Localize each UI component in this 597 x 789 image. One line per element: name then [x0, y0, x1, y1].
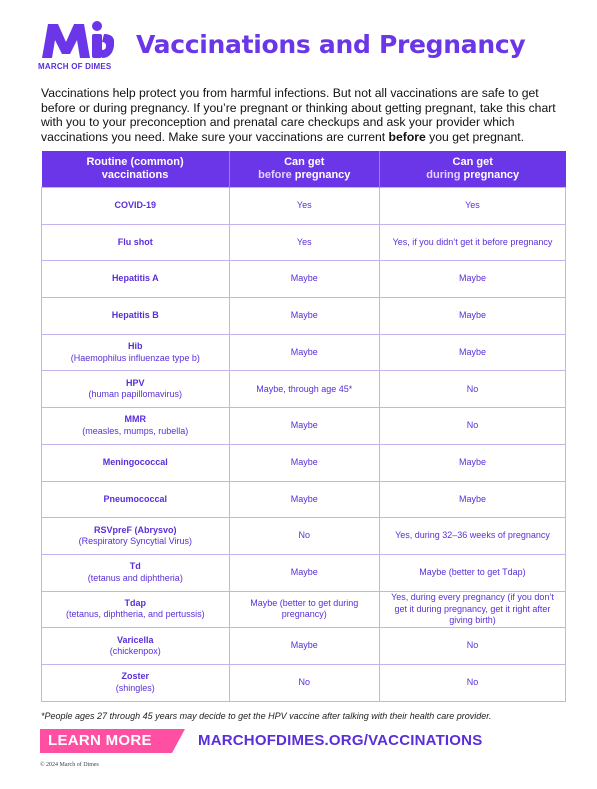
before-pregnancy-cell: Maybe [229, 298, 379, 335]
before-pregnancy-cell: Maybe [229, 628, 379, 665]
table-row [42, 334, 566, 371]
vaccine-name: Tdap [124, 597, 147, 608]
vaccine-name-cell [42, 334, 230, 371]
during-pregnancy-cell: Maybe [379, 261, 565, 298]
vaccine-description: (tetanus, diphtheria, and pertussis) [66, 609, 205, 620]
vaccine-name: COVID-19 [114, 200, 157, 211]
table-row [42, 261, 566, 298]
before-pregnancy-cell: Yes [229, 188, 379, 225]
during-pregnancy-cell: Maybe [379, 298, 565, 335]
vaccine-name: Flu shot [117, 236, 153, 247]
vaccine-name-cell [42, 444, 230, 481]
during-pregnancy-cell: Maybe [379, 334, 565, 371]
vaccine-name: Hepatitis A [111, 273, 159, 284]
before-pregnancy-cell: Maybe [229, 481, 379, 518]
intro-text-end: you get pregnant. [425, 129, 525, 144]
vaccine-description: (Haemophilus influenzae type b) [70, 352, 200, 363]
learn-more-banner[interactable] [40, 729, 185, 753]
vaccine-name-cell [42, 188, 230, 225]
table-row [42, 554, 566, 591]
vaccine-description: (tetanus and diphtheria) [87, 572, 183, 583]
before-pregnancy-cell: No [229, 664, 379, 701]
before-pregnancy-cell: Maybe (better to get during pregnancy) [229, 591, 379, 628]
table-row [42, 664, 566, 701]
table-row [42, 591, 566, 628]
vaccine-name-cell [42, 664, 230, 701]
during-pregnancy-cell: Maybe [379, 444, 565, 481]
vaccine-name: Pneumococcal [103, 493, 168, 504]
learn-more-label: LEARN MORE [48, 732, 152, 749]
logo-mark-icon [40, 20, 114, 60]
table-row [42, 518, 566, 555]
intro-text: Vaccinations help protect you from harmful infections. But not all vaccinations are safe to get before or during pregnancy. If you’re pregnant or thinking about getting pregnant, take this chart with you to your preconception and prenatal care checkups and ask your provider which vaccinations you need. Make sure your vaccinations are current [41, 86, 556, 144]
table-row [42, 371, 566, 408]
vaccine-description: (shingles) [115, 682, 155, 693]
vaccine-name-cell [42, 224, 230, 261]
vaccine-description: (measles, mumps, rubella) [82, 425, 189, 436]
vaccine-name-cell [42, 518, 230, 555]
during-pregnancy-cell: Maybe [379, 481, 565, 518]
vaccine-name: Varicella [117, 634, 154, 645]
before-pregnancy-cell: Maybe [229, 261, 379, 298]
logo-text: MARCH OF DIMES [38, 62, 112, 71]
during-pregnancy-cell: Yes [379, 188, 565, 225]
during-pregnancy-cell: Yes, during every pregnancy (if you don’t get it during pregnancy, get it right after giving birth) [379, 591, 565, 628]
before-pregnancy-cell: Maybe [229, 554, 379, 591]
during-pregnancy-cell: No [379, 371, 565, 408]
header [38, 20, 568, 76]
during-pregnancy-cell: Yes, if you didn’t get it before pregnancy [379, 224, 565, 261]
vaccine-name-cell [42, 481, 230, 518]
during-pregnancy-cell: Yes, during 32–36 weeks of pregnancy [379, 518, 565, 555]
vaccine-name: MMR [124, 414, 147, 425]
before-pregnancy-cell: Maybe [229, 444, 379, 481]
vaccine-name: Hib [128, 341, 143, 352]
during-pregnancy-cell: Maybe (better to get Tdap) [379, 554, 565, 591]
vaccine-name-cell [42, 298, 230, 335]
table-header-row [42, 151, 566, 188]
before-pregnancy-cell: Maybe, through age 45* [229, 371, 379, 408]
table-row [42, 188, 566, 225]
vaccine-name: Zoster [121, 671, 150, 682]
header-routine-vaccinations: Routine (common) vaccinations [42, 151, 230, 188]
intro-bold-text: before [388, 129, 426, 144]
table-row [42, 408, 566, 445]
vaccine-name-cell [42, 261, 230, 298]
during-pregnancy-cell: No [379, 408, 565, 445]
table-row [42, 481, 566, 518]
before-pregnancy-cell: No [229, 518, 379, 555]
vaccine-name: Hepatitis B [111, 310, 159, 321]
vaccine-name: HPV [126, 377, 145, 388]
footnote: *People ages 27 through 45 years may decide to get the HPV vaccine after talking with their health care provider. [41, 711, 492, 721]
table-row [42, 298, 566, 335]
before-pregnancy-cell: Maybe [229, 334, 379, 371]
march-of-dimes-logo[interactable] [38, 20, 116, 78]
vaccine-name: Meningococcal [102, 456, 168, 467]
vaccination-table [41, 151, 566, 702]
website-link[interactable]: MARCHOFDIMES.ORG/VACCINATIONS [198, 732, 483, 749]
intro-paragraph [41, 86, 571, 144]
during-pregnancy-cell: No [379, 628, 565, 665]
table-row [42, 224, 566, 261]
vaccine-description: (human papillomavirus) [88, 389, 183, 400]
header-before-pregnancy: Can get before pregnancy [229, 151, 379, 188]
vaccine-name-cell [42, 371, 230, 408]
vaccine-name-cell [42, 554, 230, 591]
copyright: © 2024 March of Dimes [40, 762, 99, 768]
page-title: Vaccinations and Pregnancy [136, 30, 526, 59]
during-pregnancy-cell: No [379, 664, 565, 701]
table-row [42, 444, 566, 481]
vaccine-description: (Respiratory Syncytial Virus) [78, 536, 192, 547]
before-pregnancy-cell: Maybe [229, 408, 379, 445]
vaccine-name: Td [129, 561, 141, 572]
table-row [42, 628, 566, 665]
vaccine-name-cell [42, 628, 230, 665]
vaccine-name-cell [42, 591, 230, 628]
header-during-pregnancy: Can get during pregnancy [379, 151, 565, 188]
vaccine-name: RSVpreF (Abrysvo) [94, 524, 177, 535]
vaccine-name-cell [42, 408, 230, 445]
before-pregnancy-cell: Yes [229, 224, 379, 261]
vaccine-description: (chickenpox) [109, 646, 161, 657]
